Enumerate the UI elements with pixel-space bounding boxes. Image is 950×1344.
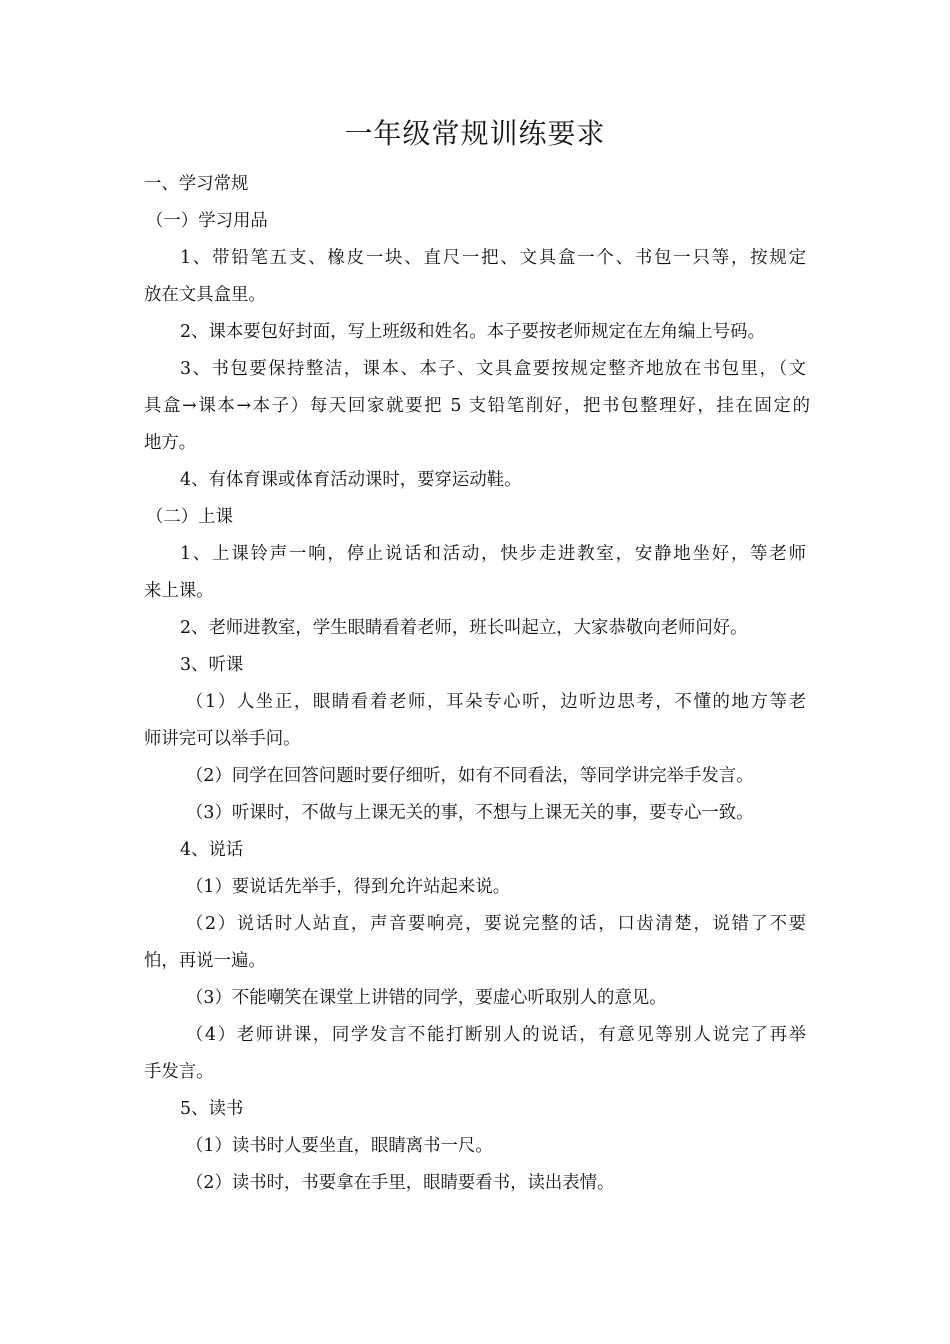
paragraph-line: 2、老师进教室，学生眼睛看着老师，班长叫起立，大家恭敬向老师问好。 <box>180 618 748 638</box>
paragraph-line: 1、上课铃声一响，停止说话和活动，快步走进教室，安静地坐好，等老师 <box>180 544 806 564</box>
paragraph-line: 怕，再说一遍。 <box>144 951 266 971</box>
item-heading-listening: 3、听课 <box>180 655 244 675</box>
paragraph-line: 师讲完可以举手问。 <box>144 729 301 749</box>
paragraph-line: （1）读书时人要坐直，眼睛离书一尺。 <box>186 1136 493 1156</box>
paragraph-line: 来上课。 <box>144 581 214 601</box>
section-heading-study-routine: 一、学习常规 <box>144 174 249 194</box>
subsection-heading-class: （二）上课 <box>146 507 233 527</box>
item-heading-speaking: 4、说话 <box>180 840 244 860</box>
paragraph-line: 1、带铅笔五支、橡皮一块、直尺一把、文具盒一个、书包一只等，按规定 <box>180 248 806 268</box>
paragraph-line: （1）要说话先举手，得到允许站起来说。 <box>186 877 511 897</box>
paragraph-line: 具盒→课本→本子）每天回家就要把 5 支铅笔削好，把书包整理好，挂在固定的 <box>144 396 810 416</box>
paragraph-line: （2）读书时，书要拿在手里，眼睛要看书，读出表情。 <box>186 1173 615 1193</box>
paragraph-line: （1）人坐正，眼睛看着老师，耳朵专心听，边听边思考，不懂的地方等老 <box>186 692 806 712</box>
paragraph-line: （3）不能嘲笑在课堂上讲错的同学，要虚心听取别人的意见。 <box>186 988 667 1008</box>
paragraph-line: 手发言。 <box>144 1062 214 1082</box>
paragraph-line: （4）老师讲课，同学发言不能打断别人的说话，有意见等别人说完了再举 <box>186 1025 806 1045</box>
item-heading-reading: 5、读书 <box>180 1099 244 1119</box>
paragraph-line: 3、书包要保持整洁，课本、本子、文具盒要按规定整齐地放在书包里，（文 <box>180 359 806 379</box>
paragraph-line: （2）同学在回答问题时要仔细听，如有不同看法，等同学讲完举手发言。 <box>186 766 754 786</box>
paragraph-line: （2）说话时人站直，声音要响亮，要说完整的话，口齿清楚，说错了不要 <box>186 914 806 934</box>
paragraph-line: 放在文具盒里。 <box>144 285 266 305</box>
paragraph-line: 2、课本要包好封面，写上班级和姓名。本子要按老师规定在左角编上号码。 <box>180 322 765 342</box>
paragraph-line: （3）听课时，不做与上课无关的事，不想与上课无关的事，要专心一致。 <box>186 803 754 823</box>
document-title: 一年级常规训练要求 <box>344 117 606 150</box>
paragraph-line: 地方。 <box>144 433 197 453</box>
subsection-heading-supplies: （一）学习用品 <box>146 211 268 231</box>
paragraph-line: 4、有体育课或体育活动课时，要穿运动鞋。 <box>180 470 522 490</box>
